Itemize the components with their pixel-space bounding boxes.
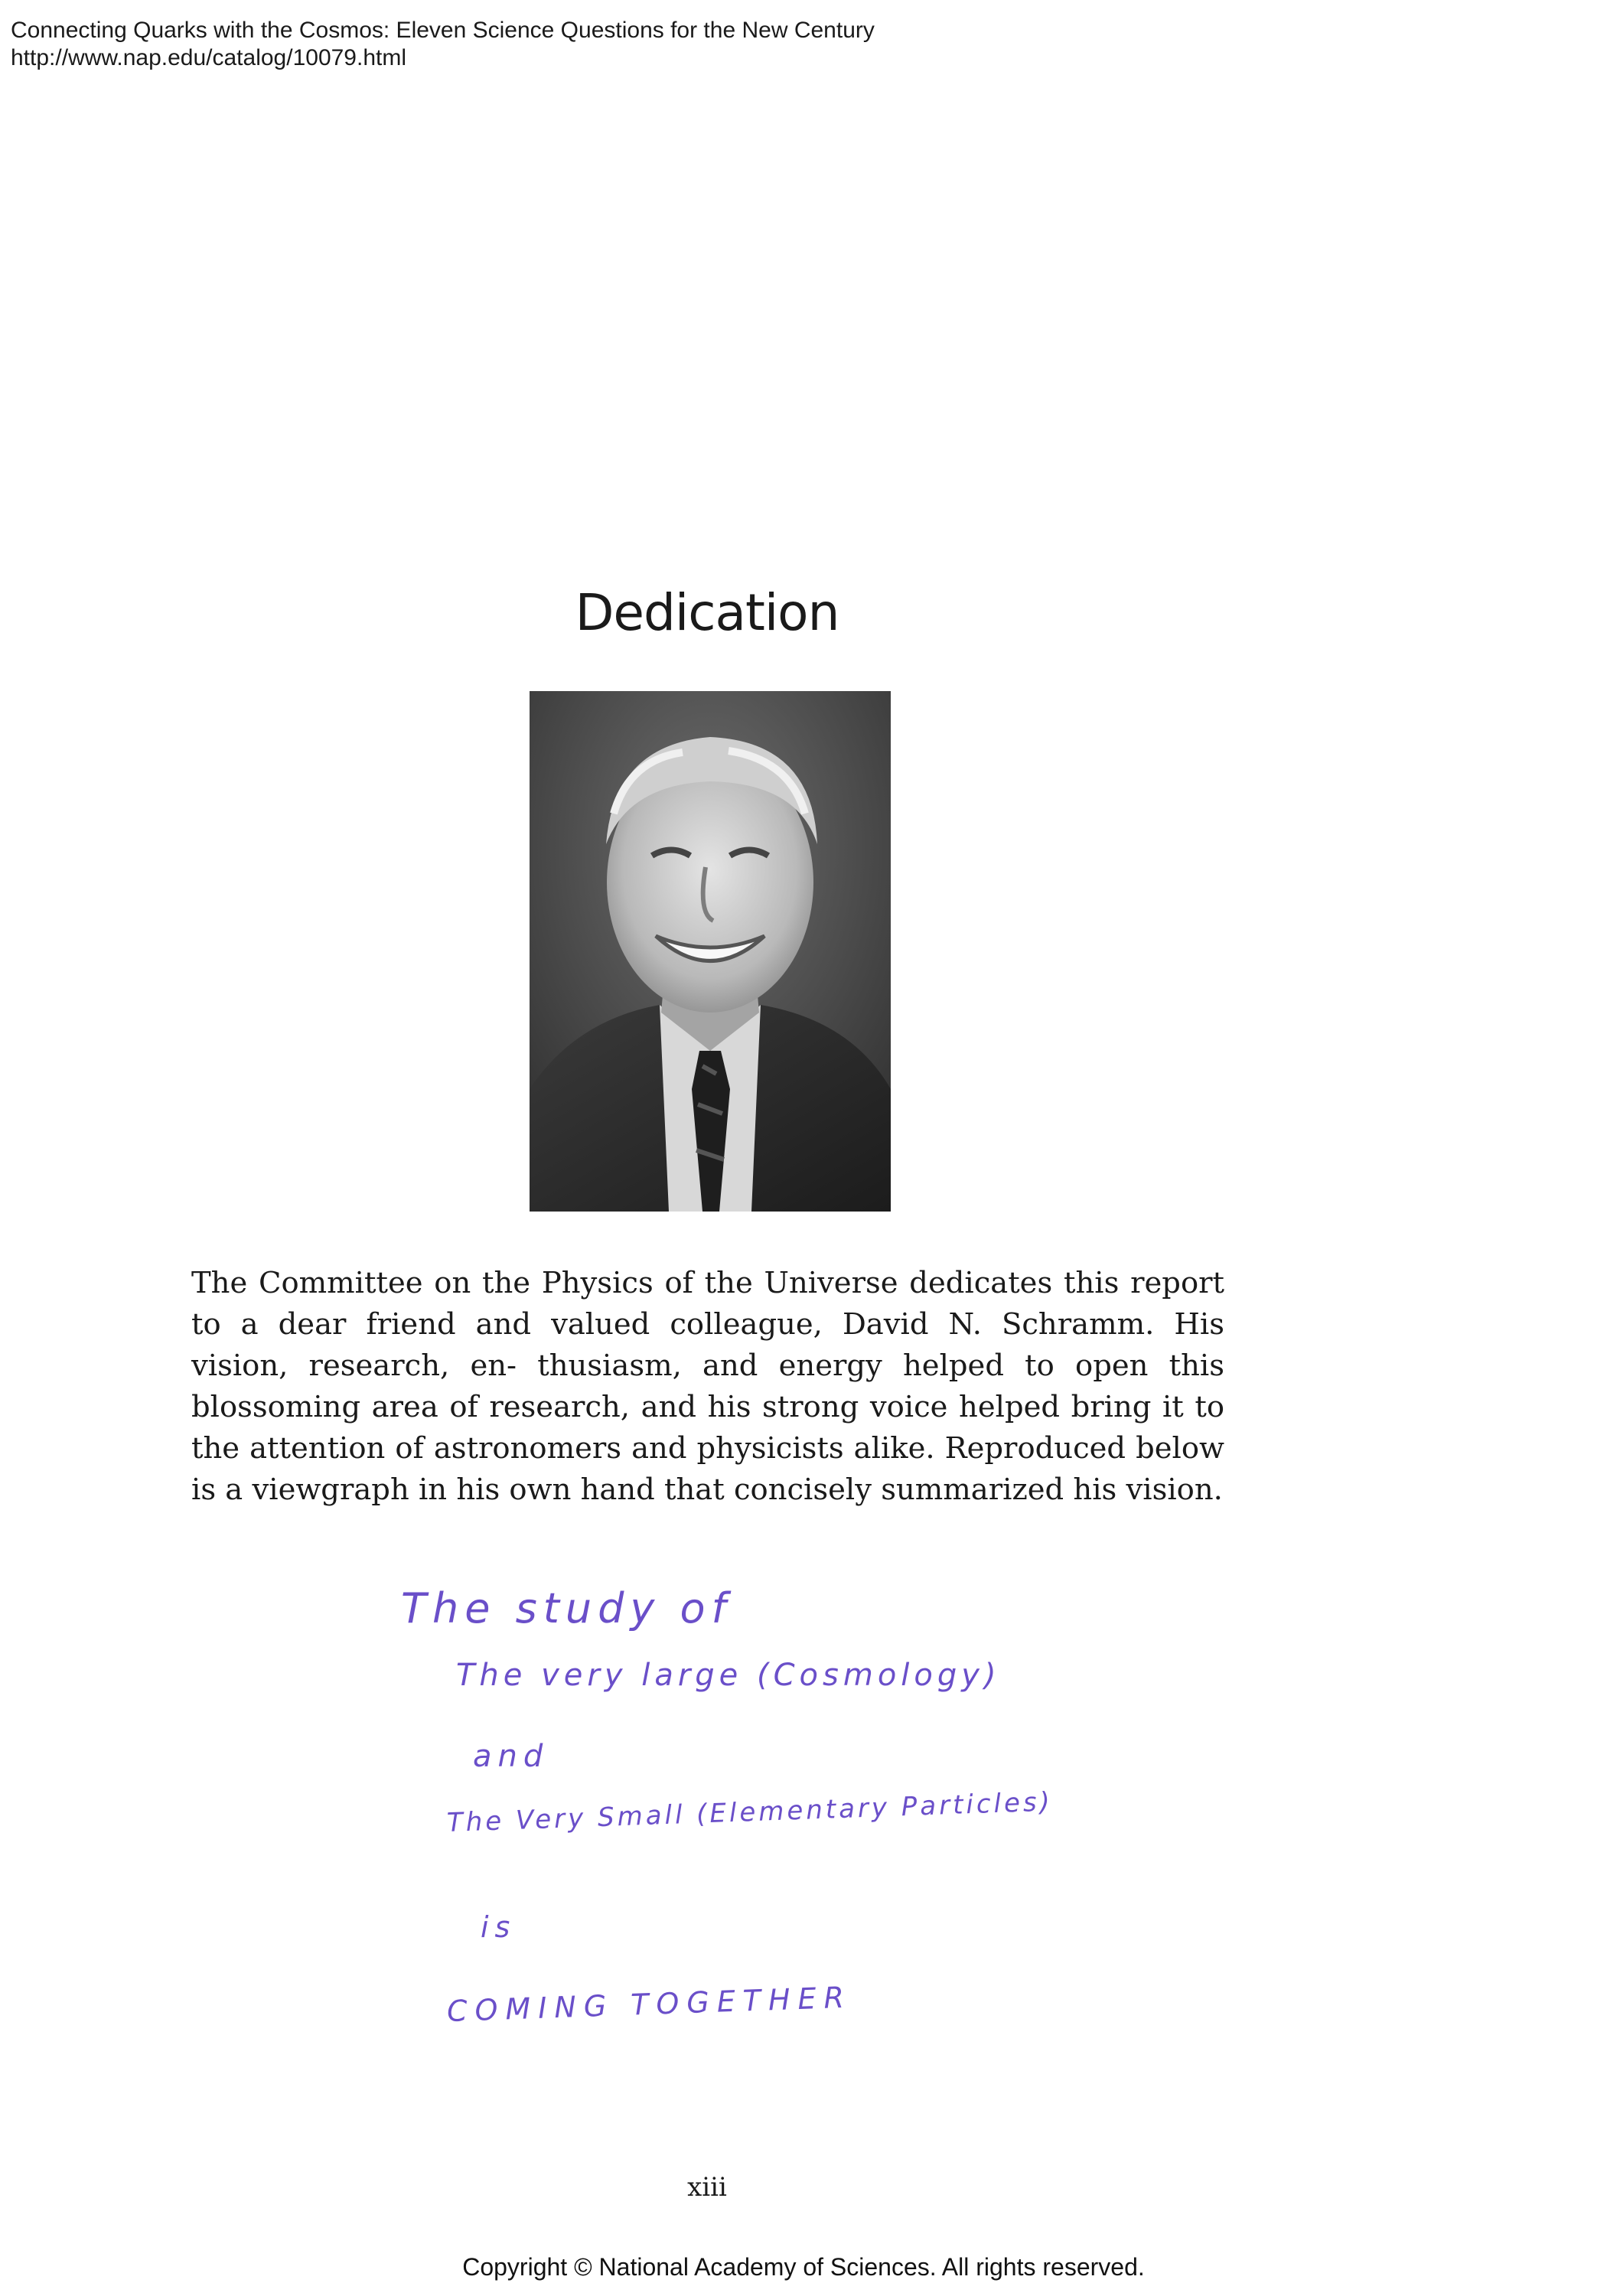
page-title: Dedication	[575, 583, 839, 642]
viewgraph-line-5: is	[481, 1910, 517, 1944]
copyright-footer: Copyright © National Academy of Sciences. All rights reserved.	[462, 2253, 1145, 2281]
page-number: xiii	[687, 2172, 727, 2203]
running-header	[11, 17, 875, 72]
viewgraph-line-1: The study of	[401, 1584, 732, 1632]
viewgraph-line-6: COMING TOGETHER	[446, 1980, 852, 2028]
portrait-photo	[530, 691, 891, 1212]
dedication-paragraph: The Committee on the Physics of the Universe dedicates this report to a dear friend and valued colleague, David N. Schramm. His vision, research, en- thusiasm, and energy helped to open this blossoming area of research, and his strong voice helped bring it to the attention of astronomers and physicists alike. Reproduced below is a viewgraph in his own hand that concisely summarized his vision.	[191, 1266, 1224, 1507]
catalog-url[interactable]: http://www.nap.edu/catalog/10079.html	[11, 45, 407, 70]
portrait-photo-icon	[530, 691, 891, 1212]
viewgraph-line-3: and	[473, 1739, 549, 1774]
viewgraph-line-2: The very large (Cosmology)	[456, 1658, 1001, 1693]
book-title: Connecting Quarks with the Cosmos: Eleven Science Questions for the New Century	[11, 18, 875, 43]
handwritten-viewgraph	[383, 1561, 1056, 2089]
viewgraph-line-4: The Very Small (Elementary Particles)	[446, 1786, 1054, 1838]
